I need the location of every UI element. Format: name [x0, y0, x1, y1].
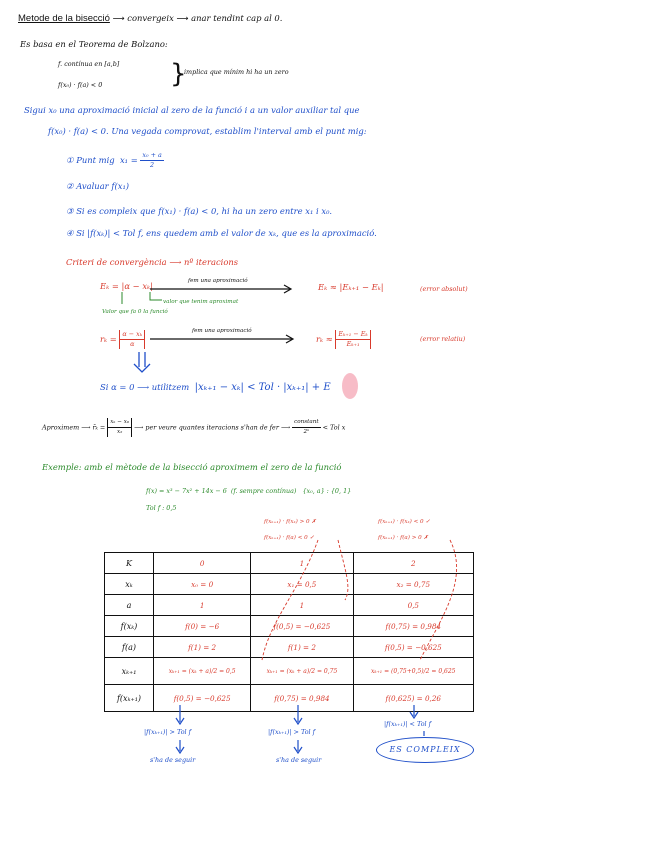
ek-type: (error absolut)	[420, 285, 468, 293]
header-xk: xₖ	[105, 574, 154, 595]
cell-xk1: xₖ₊₁ = (xₖ + a)/2 = 0,5	[154, 658, 251, 685]
approx-fraction: $\frac{\text{xₖ − x₀}}{\text{x₂}}$	[107, 418, 132, 437]
cell-a: 1	[154, 595, 251, 616]
note-zero: Valor que fa 0 la funció	[102, 309, 168, 315]
brace-icon: }	[170, 59, 187, 89]
note-approx-pointer	[150, 292, 162, 300]
cell-fxk1: f(0,625) = 0,26	[353, 685, 473, 712]
criteria-iterations: nº iteracions	[184, 257, 239, 267]
arrow-icon: ⟶	[176, 13, 189, 23]
example-tol: Tol f : 0,5	[146, 504, 177, 512]
step-2	[66, 180, 129, 192]
arrow-icon: ⟶	[112, 13, 125, 23]
example-line	[42, 461, 341, 473]
header-fa: f(a)	[105, 637, 154, 658]
intro-cond1: f. contínua en [a,b]	[58, 60, 120, 68]
steps-intro-2: f(x₀) · f(a) < 0. Una vegada comprovat, establim l'interval amb el punt mig:	[48, 126, 367, 136]
intro-basis: Es basa en el Teorema de Bolzano:	[20, 39, 168, 49]
table-row	[105, 685, 474, 712]
table-row	[105, 616, 474, 637]
approx-line	[42, 418, 345, 437]
result-col2-cond: |f(xₖ₊₁)| < Tol f	[384, 720, 431, 728]
cell-fxk: f(0,75) = 0,984	[353, 616, 473, 637]
header-xk1: xₖ₊₁	[105, 658, 154, 685]
ek-rhs: Eₖ ≈ |Eₖ₊₁ − Eₖ|	[318, 282, 384, 292]
step-formula-lhs: x₁ =	[119, 155, 138, 165]
note-approx: valor que tenim aproximat	[163, 299, 239, 305]
step-4	[66, 227, 377, 239]
cell-fa: f(1) = 2	[154, 637, 251, 658]
step-text: Punt mig	[76, 155, 115, 165]
annotation-col2-b: f(xₖ₊₁) · f(a) > 0 ✗	[378, 535, 429, 541]
approx-constant-fraction: $\frac{\text{constant}}{\text{2ⁿ}}$	[294, 419, 319, 435]
header-converges: convergeix	[127, 13, 174, 23]
alpha-zero-formula: |xₖ₊₁ − xₖ| < Tol · |xₖ₊₁| + E	[194, 382, 331, 393]
step-text: Si |f(xₖ)| < Tol f, ens quedem amb el valor de xₖ, que es la aproximació.	[76, 228, 377, 238]
header-line	[18, 12, 282, 25]
alpha-zero-line	[100, 381, 331, 394]
rk-line	[100, 330, 145, 349]
step-number: ②	[66, 181, 74, 191]
result-col0-cond: |f(xₖ₊₁)| > Tol f	[144, 728, 191, 736]
step-text: Si es compleix que f(x₁) · f(a) < 0, hi ha un zero entre x₁ i x₀.	[76, 206, 333, 216]
arrow-icon: ⟶	[81, 423, 91, 432]
example-function-line	[146, 485, 351, 497]
arrow-icon	[294, 747, 302, 753]
step-number: ①	[66, 155, 74, 165]
example-label: Exemple:	[42, 462, 82, 472]
double-down-arrow-icon	[134, 364, 150, 372]
rk-arrow-label: fem una aproximació	[192, 328, 252, 334]
arrow-icon: ⟶	[137, 382, 150, 392]
rk-type: (error relatiu)	[420, 335, 466, 343]
cell-fxk: f(0,5) = −0,625	[251, 616, 353, 637]
intro-cond2: f(x₀) · f(a) < 0	[58, 81, 103, 89]
step-3	[66, 205, 332, 217]
step-1	[66, 151, 164, 170]
annotation-col1-a: f(xₖ₊₁) · f(xₖ) > 0 ✗	[264, 519, 317, 525]
step-formula-fraction: $\frac{\text{x₀ + a}}{2}$	[142, 151, 162, 169]
example-function: f(x) = x³ − 7x² + 14x − 6	[146, 487, 227, 495]
alpha-zero-use: utilitzem	[151, 382, 190, 392]
example-continuous: (f. sempre contínua)	[230, 487, 297, 495]
table-row	[105, 637, 474, 658]
step-text: Avaluar f(x₁)	[76, 181, 130, 191]
table-row	[105, 574, 474, 595]
bisection-table	[104, 552, 474, 712]
table-row	[105, 553, 474, 574]
arrow-icon	[294, 718, 302, 724]
rk-fraction: $\frac{\text{α − xₖ}}{\alpha}$	[119, 330, 145, 349]
cell-k: 1	[251, 553, 353, 574]
arrow-icon: ⟶	[169, 257, 182, 267]
approx-tail: < Tol x	[322, 423, 346, 432]
criteria-title: Criteri de convergència	[66, 257, 167, 267]
cell-a: 0,5	[353, 595, 473, 616]
highlight-mark	[342, 373, 358, 399]
arrow-icon	[286, 335, 293, 343]
cell-fa: f(0,5) = −0,625	[353, 637, 473, 658]
arrow-icon	[284, 285, 291, 293]
result-col1-cond: |f(xₖ₊₁)| > Tol f	[268, 728, 315, 736]
cell-a: 1	[251, 595, 353, 616]
cell-fxk1: f(0,75) = 0,984	[251, 685, 353, 712]
page-title: Metode de la bisecció	[18, 13, 110, 24]
approx-text: per veure quantes iteracions s'han de fer	[145, 423, 279, 432]
arrow-icon: ⟶	[280, 423, 291, 432]
cell-xk1: xₖ₊₁ = (xₖ + a)/2 = 0,75	[251, 658, 353, 685]
cell-xk1: xₖ₊₁ = (0,75+0,5)/2 = 0,625	[353, 658, 473, 685]
table-row	[105, 658, 474, 685]
rk-rhs: rₖ ≈	[316, 334, 333, 344]
cell-xk: x₀ = 0	[154, 574, 251, 595]
result-col2-note: ES COMPLEIX	[376, 737, 474, 763]
rk-lhs: rₖ =	[100, 334, 117, 344]
steps-intro-1: Sigui x₀ una aproximació inicial al zero de la funció i a un valor auxiliar tal que	[24, 105, 360, 115]
arrow-icon	[176, 747, 184, 753]
ek-arrow-label: fem una aproximació	[188, 278, 248, 284]
header-fxk: f(xₖ)	[105, 616, 154, 637]
header-fxk1: f(xₖ₊₁)	[105, 685, 154, 712]
example-text: amb el mètode de la bisecció aproximem el zero de la funció	[84, 462, 342, 472]
cell-k: 2	[353, 553, 473, 574]
header-tendency: anar tendint cap al 0.	[191, 13, 283, 23]
criteria-title-line	[66, 256, 238, 268]
cell-xk: x₁ = 0,5	[251, 574, 353, 595]
cell-fa: f(1) = 2	[251, 637, 353, 658]
alpha-zero-text: Si α = 0	[100, 382, 135, 392]
approx-label: Aproximem	[42, 423, 80, 432]
arrow-icon: ⟶	[134, 423, 144, 432]
header-a: a	[105, 595, 154, 616]
ek-lhs: Eₖ = |α − xₖ|	[100, 281, 153, 291]
step-number: ④	[66, 228, 74, 238]
annotation-col1-b: f(xₖ₊₁) · f(a) < 0 ✓	[264, 535, 315, 541]
example-interval: {x₀, a} : {0, 1}	[302, 487, 352, 495]
cell-xk: x₂ = 0,75	[353, 574, 473, 595]
approx-rk: r̄ₖ =	[92, 423, 106, 432]
header-k: K	[105, 553, 154, 574]
rk-rhs-fraction: $\frac{\text{Eₖ₊₁ − Eₖ}}{\text{Eₖ₊₁}}$	[335, 330, 370, 349]
annotation-col2-a: f(xₖ₊₁) · f(xₖ) < 0 ✓	[378, 519, 431, 525]
step-number: ③	[66, 206, 74, 216]
result-col0-note: s'ha de seguir	[150, 756, 196, 764]
cell-fxk: f(0) = −6	[154, 616, 251, 637]
cell-fxk1: f(0,5) = −0,625	[154, 685, 251, 712]
result-col1-note: s'ha de seguir	[276, 756, 322, 764]
rk-rhs-line	[316, 330, 371, 349]
arrow-icon	[176, 718, 184, 724]
intro-implies: implica que mínim hi ha un zero	[184, 68, 289, 76]
cell-k: 0	[154, 553, 251, 574]
table-row	[105, 595, 474, 616]
